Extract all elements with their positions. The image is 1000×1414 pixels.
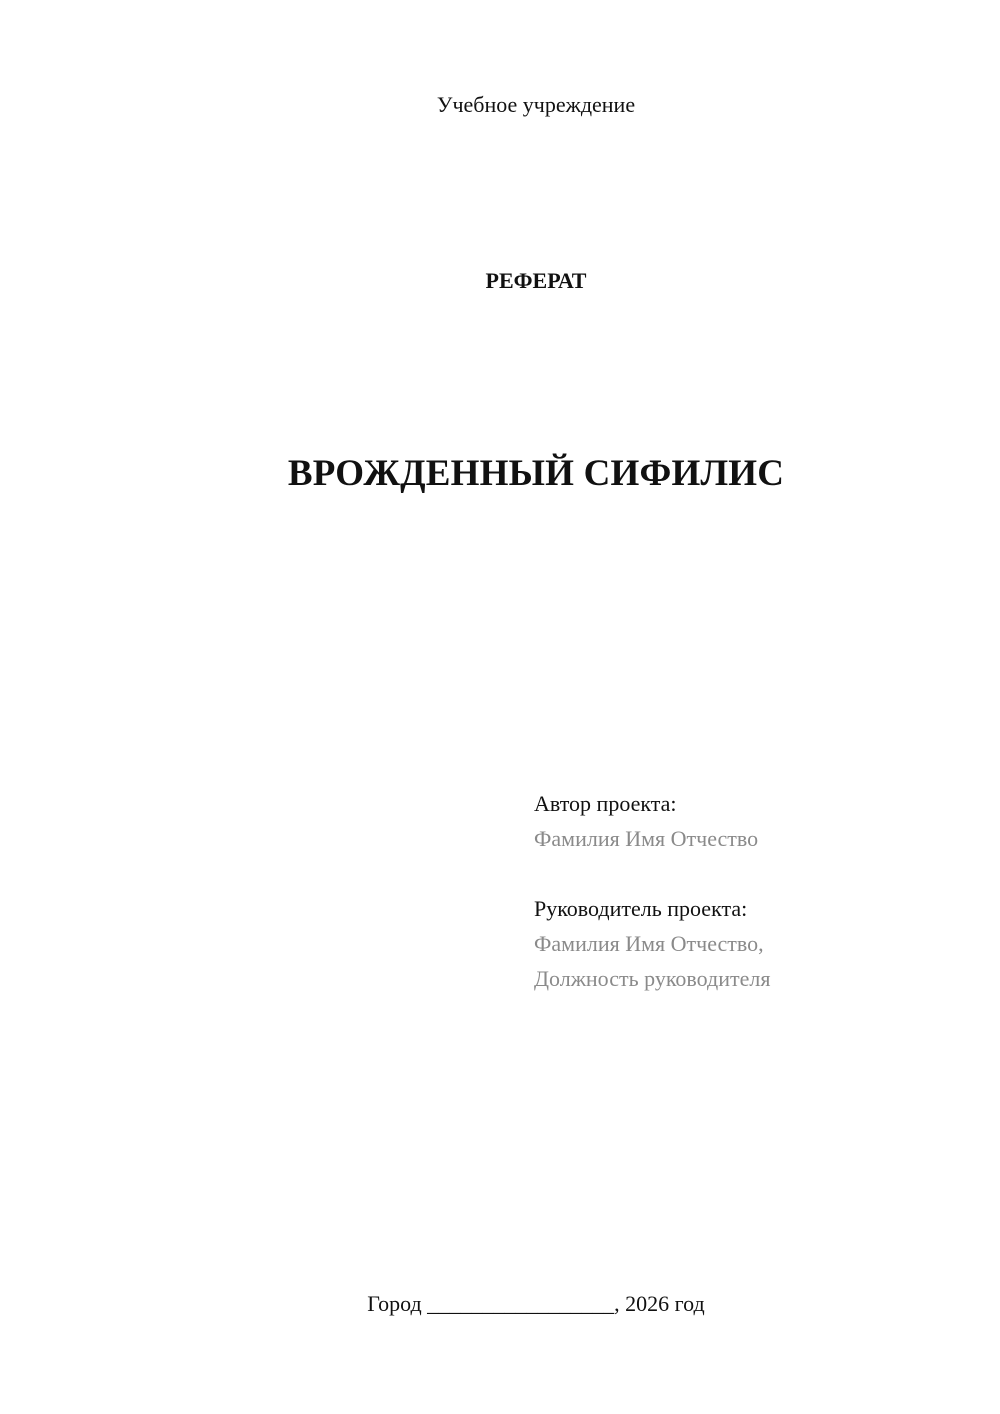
credits-spacer	[534, 856, 974, 891]
author-name: Фамилия Имя Отчество	[534, 826, 759, 851]
author-label: Автор проекта:	[534, 791, 677, 816]
supervisor-label: Руководитель проекта:	[534, 896, 748, 921]
credits-block	[534, 786, 974, 996]
supervisor-position: Должность руководителя	[534, 966, 771, 991]
document-topic-title: ВРОЖДЕННЫЙ СИФИЛИС	[287, 453, 785, 494]
document-type: РЕФЕРАТ	[485, 268, 587, 293]
city-year-line: Город _________________, 2026 год	[367, 1291, 705, 1316]
supervisor-name: Фамилия Имя Отчество,	[534, 931, 764, 956]
institution-name: Учебное учреждение	[436, 92, 636, 117]
